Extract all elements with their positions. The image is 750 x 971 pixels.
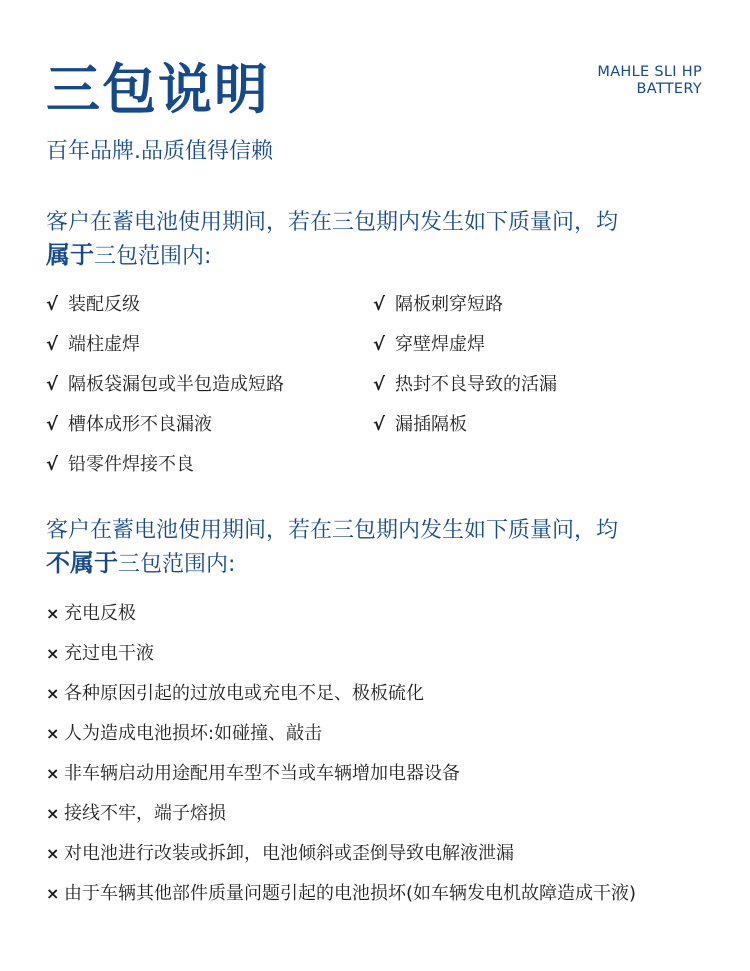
list-item — [46, 714, 726, 754]
not-covered-list — [46, 594, 726, 914]
list-item — [373, 405, 700, 445]
cross-icon: × — [46, 724, 60, 743]
covered-section-heading — [46, 206, 706, 273]
list-item-label: 穿壁焊虚焊 — [395, 334, 485, 355]
check-icon: √ — [46, 294, 59, 315]
list-item — [46, 594, 726, 634]
list-item-label: 非车辆启动用途配用车型不当或车辆增加电器设备 — [64, 763, 460, 784]
cross-icon: × — [46, 884, 60, 903]
list-item-label: 端柱虚焊 — [68, 334, 140, 355]
list-item — [46, 285, 373, 325]
list-item — [373, 285, 700, 325]
check-icon: √ — [373, 374, 386, 395]
cross-icon: × — [46, 644, 60, 663]
list-item — [46, 405, 373, 445]
check-icon: √ — [46, 334, 59, 355]
not-covered-suffix: 三包范围内: — [118, 552, 236, 577]
list-item — [46, 874, 726, 914]
check-icon: √ — [46, 374, 59, 395]
list-item — [46, 365, 373, 405]
page-title: 三包说明 — [46, 58, 270, 121]
list-item — [373, 365, 700, 405]
list-item — [46, 794, 726, 834]
check-icon: √ — [46, 454, 59, 475]
not-covered-section-heading — [46, 514, 706, 581]
covered-strong-label: 属于 — [46, 241, 94, 269]
list-item-label: 充电反极 — [64, 603, 136, 624]
list-item-label: 装配反级 — [68, 294, 140, 315]
not-covered-intro: 客户在蓄电池使用期间，若在三包期内发生如下质量问，均 — [46, 518, 619, 543]
list-item-label: 接线不牢，端子熔损 — [64, 803, 226, 824]
brand-logo-text — [597, 64, 702, 98]
check-icon: √ — [373, 294, 386, 315]
list-item — [46, 834, 726, 874]
subtitle: 百年品牌.品质值得信赖 — [46, 139, 273, 164]
list-item — [373, 325, 700, 365]
covered-list — [46, 285, 706, 485]
list-item-label: 铅零件焊接不良 — [68, 454, 194, 475]
check-icon: √ — [46, 414, 59, 435]
cross-icon: × — [46, 604, 60, 623]
list-item-label: 由于车辆其他部件质量问题引起的电池损坏(如车辆发电机故障造成干液) — [64, 883, 637, 904]
cross-icon: × — [46, 684, 60, 703]
brand-line-1: MAHLE SLI HP — [597, 64, 702, 80]
list-item-label: 各种原因引起的过放电或充电不足、极板硫化 — [64, 683, 424, 704]
list-item-label: 漏插隔板 — [395, 414, 467, 435]
brand-line-2: BATTERY — [636, 81, 702, 97]
list-item-label: 对电池进行改装或拆卸，电池倾斜或歪倒导致电解液泄漏 — [64, 843, 514, 864]
list-item-label: 槽体成形不良漏液 — [68, 414, 212, 435]
not-covered-strong-label: 不属于 — [46, 549, 118, 577]
covered-intro: 客户在蓄电池使用期间，若在三包期内发生如下质量问，均 — [46, 210, 619, 235]
list-item — [46, 754, 726, 794]
list-item-label: 热封不良导致的活漏 — [395, 374, 557, 395]
covered-suffix: 三包范围内: — [94, 244, 212, 269]
cross-icon: × — [46, 764, 60, 783]
list-item — [46, 674, 726, 714]
check-icon: √ — [373, 334, 386, 355]
list-item — [46, 325, 373, 365]
list-item-label: 隔板袋漏包或半包造成短路 — [68, 374, 284, 395]
list-item-label: 隔板刺穿短路 — [395, 294, 503, 315]
list-item-label: 人为造成电池损坏:如碰撞、敲击 — [64, 723, 323, 744]
cross-icon: × — [46, 844, 60, 863]
list-item — [46, 445, 373, 485]
check-icon: √ — [373, 414, 386, 435]
list-item-label: 充过电干液 — [64, 643, 154, 664]
list-item — [46, 634, 726, 674]
cross-icon: × — [46, 804, 60, 823]
